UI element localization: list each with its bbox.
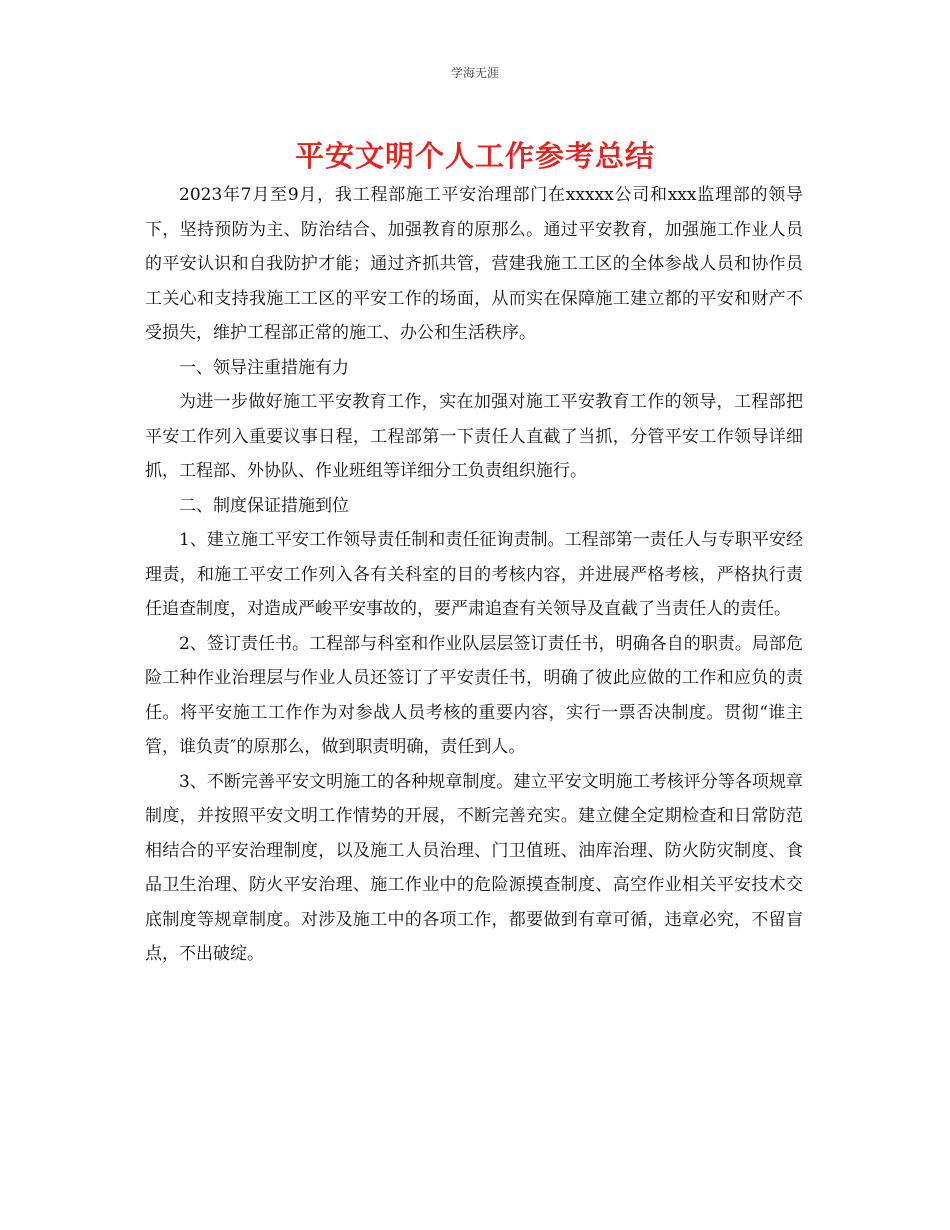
document-title: 平安文明个人工作参考总结 (294, 139, 655, 173)
section-heading-1: 一、领导注重措施有力 (179, 357, 349, 378)
page-header: 学海无涯 (450, 66, 499, 80)
paragraph-item-2: 2、签订责任书。工程部与科室和作业队层层签订责任书，明确各自的职责。局部危险工种作业治理层与作业人员还签订了平安责任书，明确了彼此应做的工作和应负的责任。将平安施工工作作为对参战人员考核的重要内容，实行一票否决制度。贯彻“谁主管，谁负责″的原那么，做到职责明确，责任到人。 (145, 633, 803, 757)
section-heading-2: 二、制度保证措施到位 (179, 495, 349, 516)
document-body (145, 178, 803, 972)
paragraph-item-1: 1、建立施工平安工作领导责任制和责任征询责制。工程部第一责任人与专职平安经理责，和施工平安工作列入各有关科室的目的考核内容，并进展严格考核，严格执行责任追查制度，对造成严峻平安事故的，要严肃追查有关领导及直截了当责任人的责任。 (145, 530, 803, 619)
paragraph-item-3: 3、不断完善平安文明施工的各种规章制度。建立平安文明施工考核评分等各项规章制度，并按照平安文明工作情势的开展，不断完善充实。建立健全定期检查和日常防范相结合的平安治理制度，以及施工人员治理、门卫值班、油库治理、防火防灾制度、食品卫生治理、防火平安治理、施工作业中的危险源摸查制度、高空作业相关平安技术交底制度等规章制度。对涉及施工中的各项工作，都要做到有章可循，违章必究，不留盲点，不出破绽。 (145, 771, 803, 964)
paragraph-intro: 2023年7月至9月，我工程部施工平安治理部门在xxxxx公司和xxx监理部的领导下，坚持预防为主、防治结合、加强教育的原那么。通过平安教育，加强施工作业人员的平安认识和自我防护才能；通过齐抓共管，营建我施工工区的全体参战人员和协作员工关心和支持我施工工区的平安工作的场面，从而实在保障施工建立都的平安和财产不受损失，维护工程部正常的施工、办公和生活秩序。 (145, 185, 803, 343)
paragraph-section-1: 为进一步做好施工平安教育工作，实在加强对施工平安教育工作的领导，工程部把平安工作列入重要议事日程，工程部第一下责任人直截了当抓，分管平安工作领导详细抓，工程部、外协队、作业班组等详细分工负责组织施行。 (145, 392, 803, 481)
